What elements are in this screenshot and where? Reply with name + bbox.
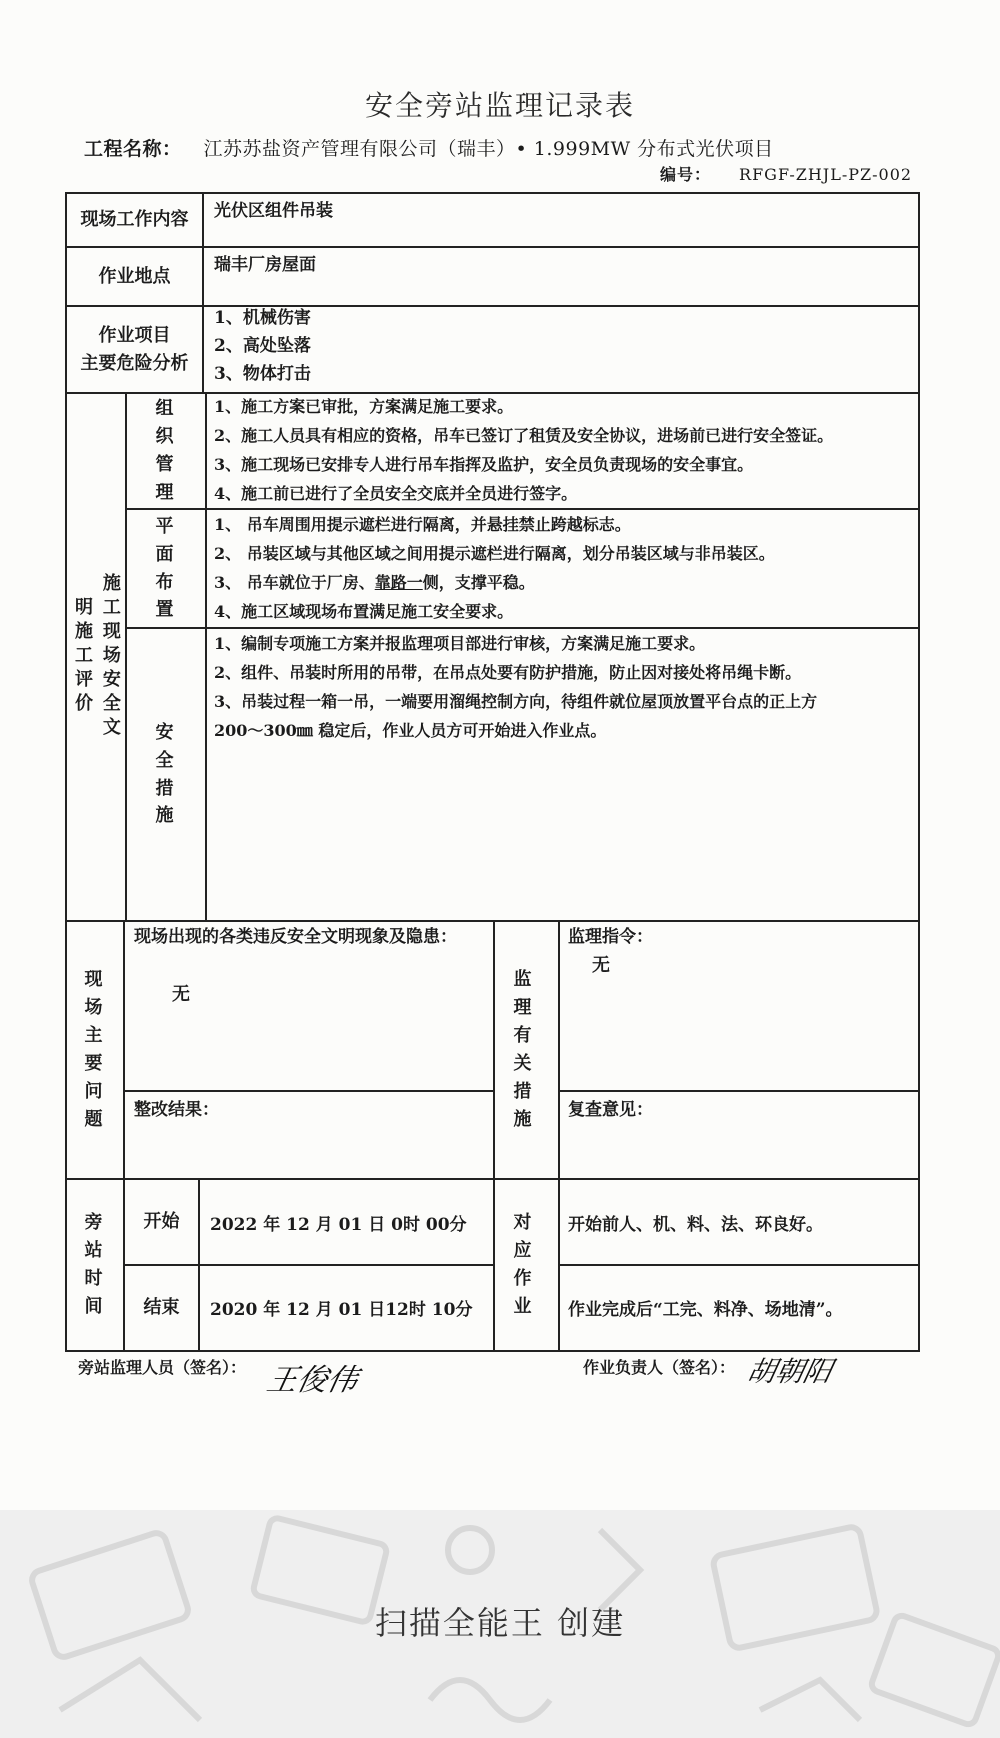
layout-item3-suffix: 侧，支撑平稳。 [422,573,535,592]
code-label: 编号： [660,165,712,184]
org-label [127,394,205,508]
rectify-label: 整改结果： [134,1100,219,1120]
safety-item: 2、组件、吊装时所用的吊带，在吊点处要有防护措施，防止因对接处将吊绳卡断。 [214,663,802,682]
hazard-label [67,307,202,392]
org-item: 1、施工方案已审批，方案满足施工要求。 [214,397,514,416]
col-divider [558,920,560,1352]
violations-value: 无 [172,984,190,1005]
issues-label-text: 现场主要问题 [84,969,106,1130]
brand-label: 扫描全能王 创建 [374,1604,626,1642]
safety-item: 1、编制专项施工方案并报监理项目部进行审核，方案满足施工要求。 [214,634,706,653]
safety-item: 200～300㎜ 稳定后，作业人员方可开始进入作业点。 [214,721,607,740]
layout-label [127,510,205,627]
org-label-text: 组织管理 [155,398,177,503]
instruction-label: 监理指令： [568,927,653,947]
work-content-label: 现场工作内容 [80,209,189,231]
hazard-label-line2: 主要危险分析 [80,352,189,374]
safety-item: 3、吊装过程一箱一吊，一端要用溜绳控制方向，待组件就位屋顶放置平台点的正上方 [214,692,818,711]
time-label-text: 旁站时间 [84,1212,106,1317]
work-content-value: 光伏区组件吊装 [214,201,333,221]
col-divider [202,192,204,392]
end-note: 作业完成后“工完、料净、场地清”。 [568,1300,843,1320]
safety-label [127,629,205,920]
org-item: 3、施工现场已安排专人进行吊车指挥及监护，安全员负责现场的安全事宜。 [214,455,754,474]
row-divider [558,1090,920,1092]
layout-item3-prefix: 3、 吊车就位于厂房、 [214,573,375,592]
layout-list [214,510,775,626]
safety-list [214,629,817,745]
org-list [214,392,833,508]
supervisor-signature: 王俊伟 [263,1363,361,1398]
measures-label [495,922,558,1178]
location-value: 瑞丰厂房屋面 [214,255,316,275]
code-value: RFGF-ZHJL-PZ-002 [739,165,913,184]
layout-label-text: 平面布置 [155,515,177,621]
violations-label: 现场出现的各类违反安全文明现象及隐患： [134,927,457,947]
org-item: 4、施工前已进行了全员安全交底并全员进行签字。 [214,484,578,503]
location-label: 作业地点 [98,265,171,287]
hazard-label-line1: 作业项目 [98,324,171,346]
layout-item: 1、 吊车周围用提示遮栏进行隔离，并悬挂禁止跨越标志。 [214,515,631,534]
hazard-item: 3、物体打击 [214,364,311,384]
row-divider [558,1264,920,1266]
hazard-item: 1、机械伤害 [214,308,311,328]
document-title: 安全旁站监理记录表 [364,89,635,122]
end-value: 2020 年 12 月 01 日12时 10分 [210,1300,473,1320]
instruction-value: 无 [592,955,610,976]
supervisor-signature-label: 旁站监理人员（签名）： [78,1358,247,1377]
project-name-line [84,134,774,161]
layout-item [214,568,775,597]
corresponding-label [495,1180,558,1350]
project-value: 江苏苏盐资产管理有限公司（瑞丰）• 1.999MW 分布式光伏项目 [203,138,774,160]
start-label: 开始 [143,1211,180,1233]
hazard-list [214,304,311,388]
col-divider [205,392,207,920]
row-divider [123,1090,493,1092]
document-code [660,162,912,185]
layout-item3-underlined: 靠路一 [374,573,423,592]
layout-item: 4、施工区域现场布置满足施工安全要求。 [214,602,514,621]
time-label [67,1180,123,1350]
measures-label-text: 监理有关措施 [513,969,540,1130]
leader-signature: 胡朝阳 [744,1355,836,1388]
project-label: 工程名称： [84,138,182,160]
corresponding-label-text: 对应作业 [513,1212,540,1317]
evaluation-label-text: 施工现场安全文明施工评价 [72,573,121,741]
org-item: 2、施工人员具有相应的资格，吊车已签订了租赁及安全协议，进场前已进行安全签证。 [214,426,834,445]
review-label: 复查意见： [568,1100,653,1120]
end-label: 结束 [143,1297,180,1319]
safety-label-text: 安全措施 [155,721,177,827]
hazard-item: 2、高处坠落 [214,336,311,356]
layout-item: 2、 吊装区域与其他区域之间用提示遮栏进行隔离，划分吊装区域与非吊装区。 [214,544,775,563]
leader-signature-label: 作业负责人（签名）： [583,1358,736,1377]
issues-label [67,922,123,1178]
start-value: 2022 年 12 月 01 日 0时 00分 [210,1215,467,1235]
start-note: 开始前人、机、料、法、环良好。 [568,1215,823,1235]
evaluation-label [67,394,125,920]
watermark-footer [0,1510,1000,1738]
